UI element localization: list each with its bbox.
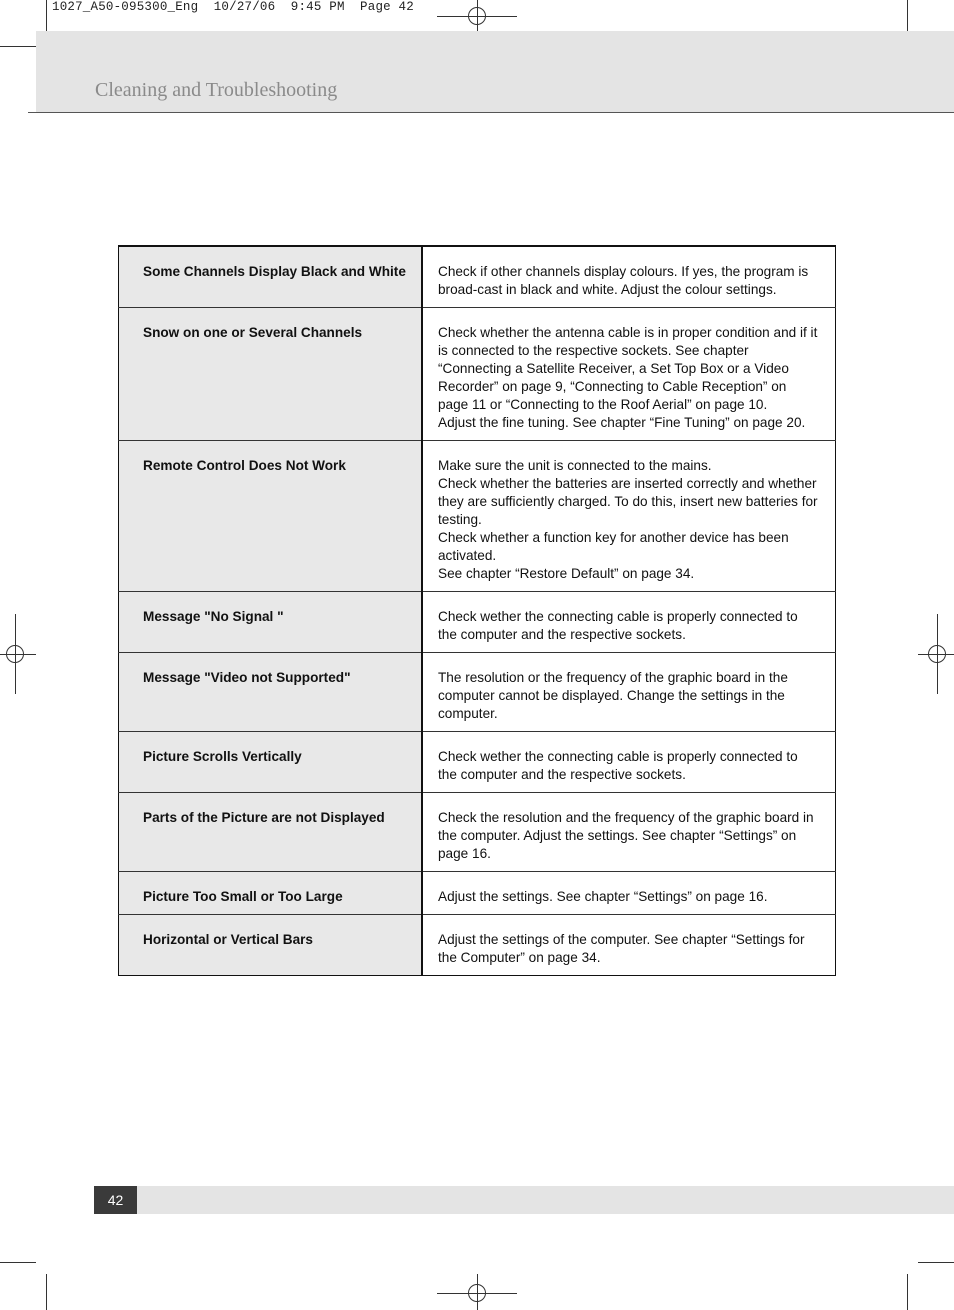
registration-mark-icon: [468, 7, 486, 25]
problem-cell: Parts of the Picture are not Displayed: [119, 793, 423, 872]
solution-text: Check whether a function key for another device has been activated.: [438, 530, 789, 563]
troubleshooting-table-body: [119, 246, 836, 976]
solution-text: Make sure the unit is connected to the mains.: [438, 458, 712, 473]
problem-cell: Some Channels Display Black and White: [119, 246, 423, 308]
problem-cell: Message "No Signal ": [119, 592, 423, 653]
solution-text: Adjust the settings. See chapter “Settings” on page 16.: [438, 889, 768, 904]
solution-text: Check wether the connecting cable is properly connected to the computer and the respective sockets.: [438, 749, 798, 782]
solution-text: Check if other channels display colours. If yes, the program is broad-cast in black and white. Adjust the colour settings.: [438, 264, 809, 297]
solution-cell: [422, 915, 836, 976]
table-row: [119, 793, 836, 872]
solution-cell: [422, 308, 836, 441]
registration-mark-icon: [928, 645, 946, 663]
problem-cell: Snow on one or Several Channels: [119, 308, 423, 441]
registration-mark-icon: [468, 1284, 486, 1302]
table-row: [119, 592, 836, 653]
page-number: 42: [94, 1186, 137, 1214]
table-row: [119, 915, 836, 976]
footer-band: [94, 1186, 954, 1214]
crop-mark: [46, 1274, 47, 1310]
solution-text: Check whether the antenna cable is in proper condition and if it is connected to the respective sockets. See chapter “Connecting a Satellite Receiver, a Set Top Box or a Video Recorder” on page 9, “Connecting to Cable Reception” on page 11 or “Connecting to the Roof Aerial” on page 10.: [438, 325, 818, 412]
solution-text: Check wether the connecting cable is properly connected to the computer and the respective sockets.: [438, 609, 798, 642]
crop-mark: [907, 1274, 908, 1310]
page-title: Cleaning and Troubleshooting: [95, 79, 338, 101]
problem-cell: Picture Too Small or Too Large: [119, 872, 423, 915]
print-slug-line: 1027_A50-095300_Eng 10/27/06 9:45 PM Page 42: [52, 0, 414, 14]
table-row: [119, 653, 836, 732]
solution-cell: [422, 246, 836, 308]
table-row: [119, 441, 836, 592]
solution-cell: [422, 732, 836, 793]
crop-mark: [918, 1262, 954, 1263]
table-row: [119, 872, 836, 915]
problem-cell: Horizontal or Vertical Bars: [119, 915, 423, 976]
header-rule: [28, 112, 954, 113]
solution-text: Check whether the batteries are inserted correctly and whether they are sufficiently charged. To do this, insert new batteries for testing.: [438, 476, 818, 527]
crop-mark: [0, 46, 36, 47]
solution-text: The resolution or the frequency of the graphic board in the computer cannot be displayed. Change the settings in the computer.: [438, 670, 788, 721]
registration-mark-icon: [6, 645, 24, 663]
solution-cell: [422, 793, 836, 872]
problem-cell: Remote Control Does Not Work: [119, 441, 423, 592]
table-row: [119, 732, 836, 793]
problem-cell: Picture Scrolls Vertically: [119, 732, 423, 793]
solution-text: Adjust the settings of the computer. See chapter “Settings for the Computer” on page 34.: [438, 932, 805, 965]
solution-cell: [422, 592, 836, 653]
crop-mark: [0, 1262, 36, 1263]
solution-cell: [422, 653, 836, 732]
problem-cell: Message "Video not Supported": [119, 653, 423, 732]
solution-text: See chapter “Restore Default” on page 34.: [438, 566, 695, 581]
solution-text: Check the resolution and the frequency of the graphic board in the computer. Adjust the settings. See chapter “Settings” on page 16.: [438, 810, 814, 861]
solution-text: Adjust the fine tuning. See chapter “Fine Tuning” on page 20.: [438, 415, 806, 430]
solution-cell: [422, 441, 836, 592]
troubleshooting-table: [118, 245, 836, 976]
table-row: [119, 308, 836, 441]
table-row: [119, 246, 836, 308]
solution-cell: [422, 872, 836, 915]
